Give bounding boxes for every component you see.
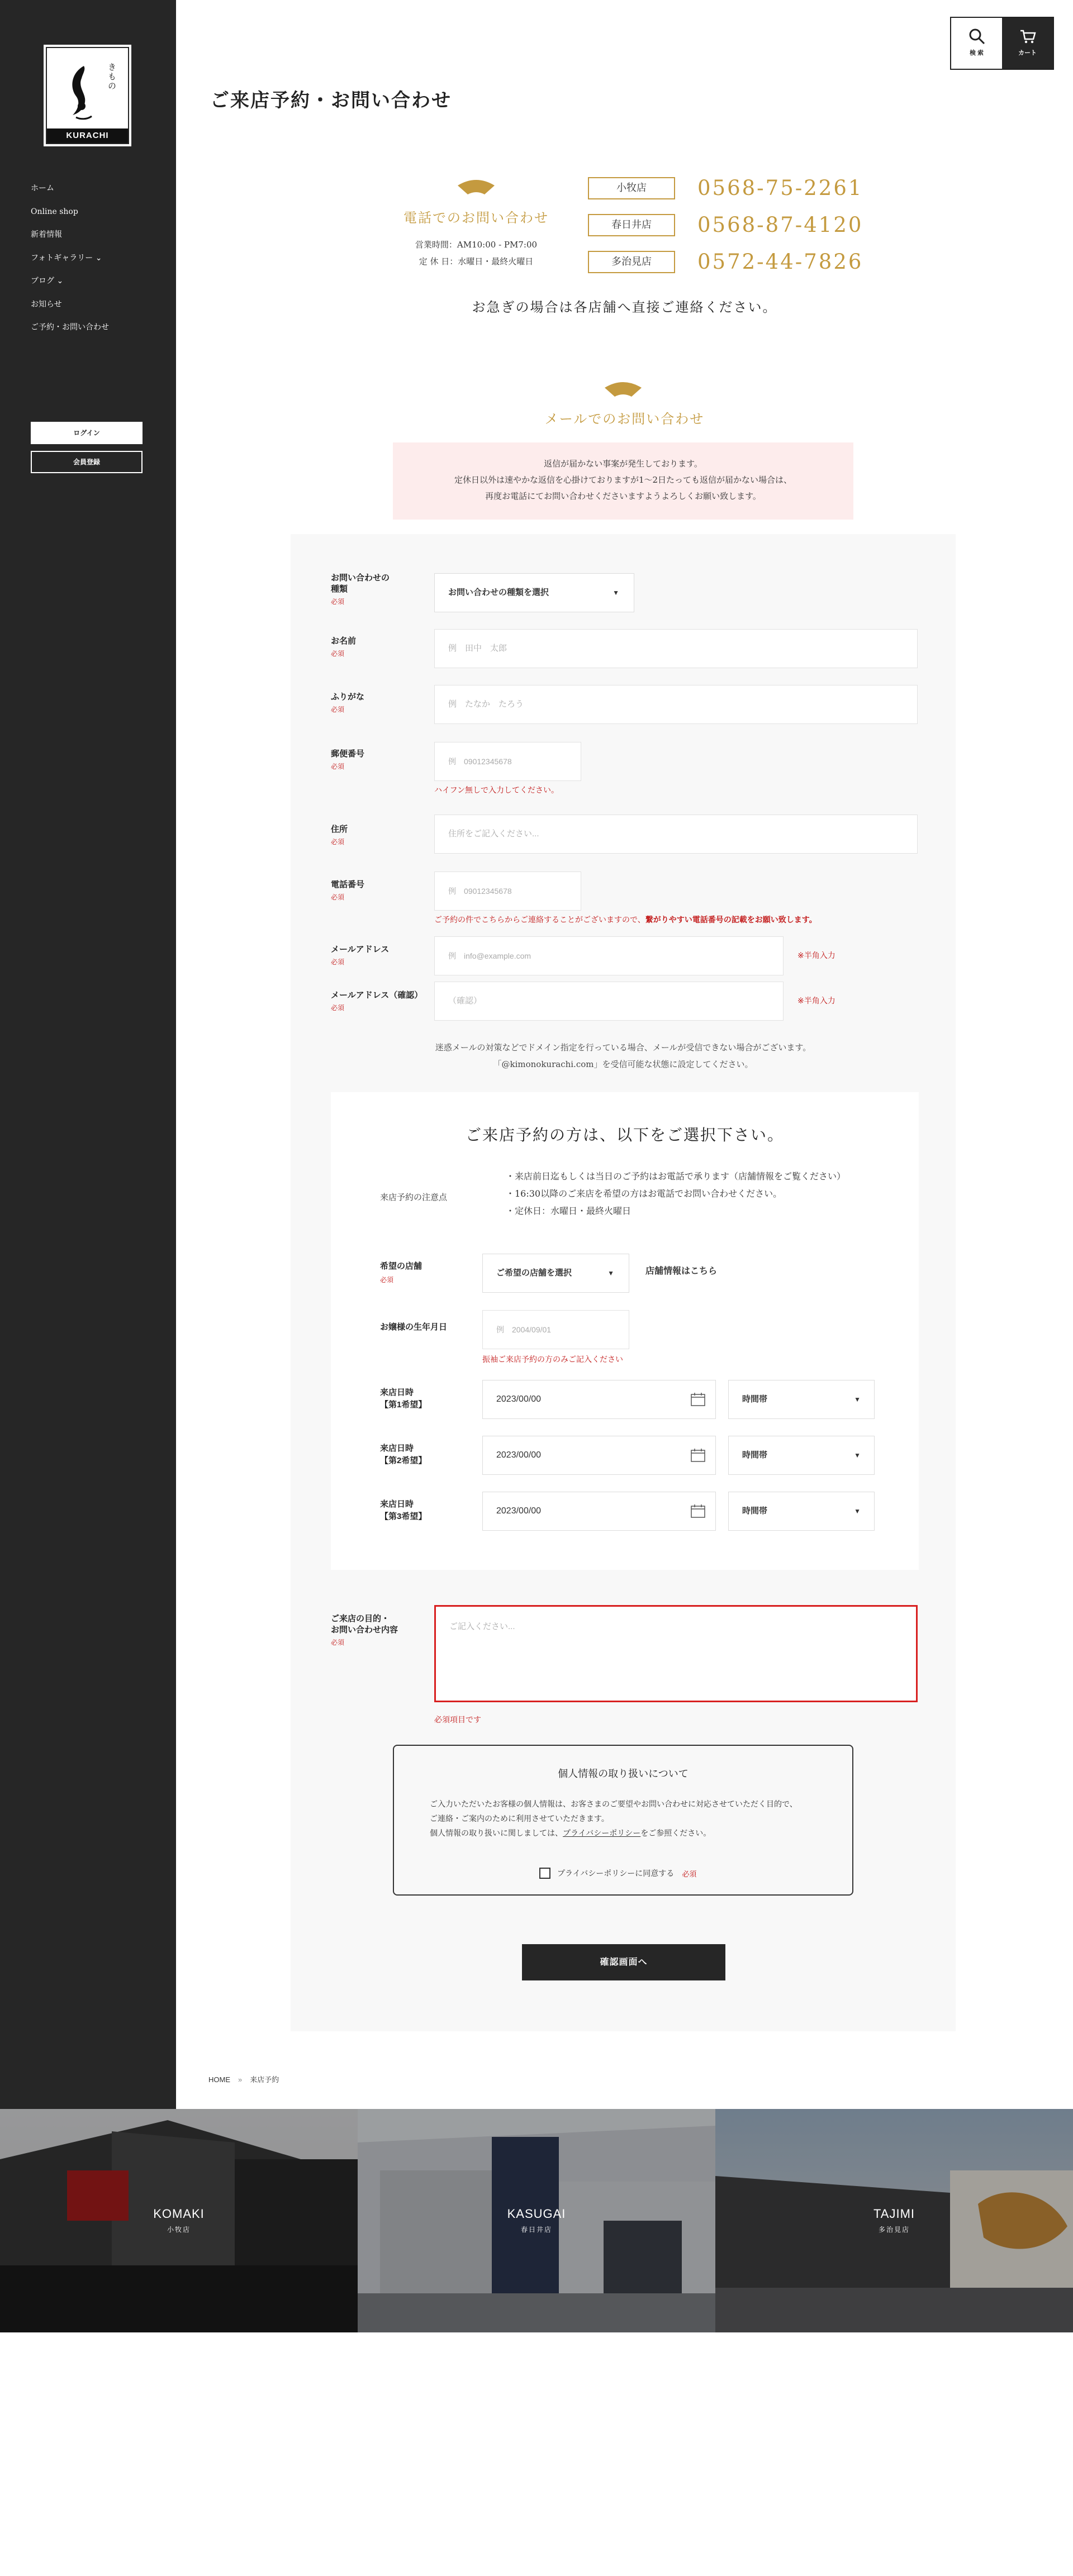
kimono-figure-icon [61,61,101,123]
store-name: 多治見店 [588,251,675,273]
required-badge: 必須 [331,763,345,770]
caret-down-icon: ▼ [613,589,619,597]
birthday-input[interactable]: 例 2004/09/01 [482,1310,629,1349]
date-value: 2023/00/00 [496,1450,542,1460]
register-button[interactable]: 会員登録 [31,451,143,473]
visit-time-select[interactable] [728,1492,875,1531]
select-value: 時間帯 [742,1506,768,1516]
search-label: 検 索 [969,50,984,56]
notice-line: 定休日以外は速やかな返信を心掛けておりますが1〜2日たっても返信が届かない場合は、 [454,475,792,485]
label-text: お名前 [331,636,357,646]
store-name: 春日井店 [588,214,675,236]
label-text: 来店日時 [380,1499,414,1509]
visit-time-select[interactable] [728,1436,875,1475]
address-label [331,824,348,847]
privacy-box [393,1745,853,1896]
nav-item-news[interactable]: 新着情報 [31,230,62,239]
label-text: 【第3希望】 [380,1512,427,1521]
visit-date-input[interactable] [482,1380,716,1419]
brand-logo[interactable] [44,45,131,146]
nav-item-notices[interactable]: お知らせ [31,299,62,309]
label-text: 【第2希望】 [380,1456,427,1465]
date-value: 2023/00/00 [496,1506,542,1516]
sidebar [0,0,176,2109]
search-button[interactable] [951,18,1002,69]
select-value: お問い合わせの種類を選択 [448,588,549,597]
label-text: 電話番号 [331,880,365,889]
mail-heading: メールでのお問い合わせ [544,411,705,427]
label-text: お問い合わせ内容 [331,1625,398,1635]
inquiry-type-select[interactable] [434,573,634,612]
calendar-icon[interactable] [691,1449,705,1462]
confirm-button[interactable]: 確認画面へ [522,1944,725,1980]
name-label [331,636,356,659]
inquiry-type-label [331,573,390,607]
select-value: 時間帯 [742,1450,768,1460]
side-navigation [31,182,109,344]
purpose-label [331,1613,398,1648]
store-phone-number[interactable]: 0572-44-7826 [697,250,863,274]
breadcrumb-separator: » [238,2075,243,2084]
note-line: 「@kimonokurachi.com」を受信可能な状態に設定してください。 [493,1059,753,1069]
store-select-label [380,1260,422,1286]
label-text: 来店日時 [380,1388,414,1397]
store-phone-row [588,250,863,274]
business-hours [397,236,556,270]
visit-date-input[interactable] [482,1492,716,1531]
logo-kana: きもの [107,63,117,91]
hint-emphasis: 繋がりやすい電話番号の記載をお願い致します。 [645,916,817,925]
postal-input[interactable]: 例 09012345678 [434,742,581,781]
privacy-title: 個人情報の取り扱いについて [558,1768,689,1780]
reply-notice [393,442,853,520]
nav-item-home[interactable]: ホーム [31,184,54,193]
required-badge: 必須 [331,1004,345,1012]
store-phone-number[interactable]: 0568-75-2261 [697,176,863,200]
store-banner-komaki[interactable] [0,2109,358,2332]
required-badge: 必須 [331,958,345,966]
furigana-input[interactable]: 例 たなか たろう [434,685,918,724]
email-confirm-input[interactable]: （確認） [434,982,784,1021]
privacy-agree[interactable] [539,1868,696,1879]
label-text: お問い合わせの [331,573,390,583]
address-input[interactable]: 住所をご記入ください... [434,815,918,854]
store-name: 小牧店 [588,177,675,199]
caret-down-icon: ▼ [854,1451,861,1459]
hours-text: 営業時間：AM10:00 - PM7:00 [415,240,538,250]
store-phone-number[interactable]: 0568-87-4120 [697,213,863,237]
email-label [331,944,389,968]
required-badge: 必須 [380,1276,394,1284]
label-text: ご来店の目的・ [331,1614,390,1623]
calendar-icon[interactable] [691,1504,705,1518]
fan-ornament-icon [604,380,643,399]
email-halfwidth-note: ※半角入力 [797,951,835,960]
required-badge: 必須 [331,650,345,658]
agree-checkbox[interactable] [539,1868,550,1879]
label-text: メールアドレス（確認） [331,991,423,1000]
select-value: 時間帯 [742,1394,768,1404]
spam-filter-note [291,1039,956,1073]
required-badge: 必須 [331,838,345,846]
nav-item-photo-gallery[interactable]: フォトギャラリー ⌄ [31,253,102,263]
store-banner-name: KASUGAI [507,2207,566,2221]
login-button[interactable]: ログイン [31,422,143,444]
birthday-label: お嬢様の生年月日 [380,1322,448,1332]
phone-heading: 電話でのお問い合わせ [403,210,549,226]
list-item: ・16:30以降のご来店を希望の方はお電話でお問い合わせください。 [506,1188,782,1199]
label-text: 希望の店舗 [380,1261,422,1271]
store-banner-sub: 小牧店 [167,2226,191,2234]
breadcrumb-home[interactable]: HOME [208,2075,230,2084]
privacy-line: ご連絡・ご案内のために利用させていただきます。 [430,1815,609,1823]
notice-line: 再度お電話にてお問い合わせくださいますようよろしくお願い致します。 [485,491,761,501]
cart-button[interactable] [1002,18,1053,69]
hint-text: ご予約の件でこちらからご連絡することがございますので、 [434,916,645,925]
caret-down-icon: ▼ [854,1396,861,1403]
visit-notes-list [506,1168,846,1220]
visit-date-input[interactable] [482,1436,716,1475]
label-text: メールアドレス [331,945,390,954]
breadcrumb-current: 来店予約 [250,2075,279,2084]
privacy-line [430,1826,852,1841]
calendar-icon[interactable] [691,1393,705,1406]
list-item: ・来店前日迄もしくは当日のご予約はお電話で承ります（店舗情報をご覧ください） [506,1171,846,1182]
phone-input[interactable]: 例 09012345678 [434,872,581,911]
label-text: 郵便番号 [331,749,365,759]
email-confirm-halfwidth-note: ※半角入力 [797,997,835,1006]
store-banner-name: TAJIMI [873,2207,915,2221]
required-badge: 必須 [331,893,345,901]
visit-date-label [380,1387,426,1411]
privacy-line: ご入力いただいたお客様の個人情報は、お客さまのご要望やお問い合わせに対応させていただく目的で、 [430,1800,797,1809]
phone-label [331,879,364,903]
birthday-hint: 振袖ご来店予約の方のみご記入ください [482,1355,623,1364]
privacy-text-part: 個人情報の取り扱いに関しましては、 [430,1829,563,1838]
holiday-text: 定 休 日：水曜日・最終火曜日 [419,256,534,266]
nav-item-online-shop[interactable]: Online shop [31,207,78,216]
caret-down-icon: ▼ [854,1507,861,1515]
required-badge: 必須 [331,706,345,713]
label-text: 来店日時 [380,1444,414,1453]
label-text: 住所 [331,825,348,834]
nav-item-blog[interactable]: ブログ ⌄ [31,277,64,285]
store-banner-sub: 多治見店 [878,2226,910,2234]
email-confirm-label [331,990,422,1013]
list-item: ・定休日：水曜日・最終火曜日 [506,1206,632,1216]
date-value: 2023/00/00 [496,1394,542,1404]
logo-name: KURACHI [47,128,128,143]
notice-line: 返信が届かない事案が発生しております。 [544,459,702,469]
visit-date-label [380,1442,426,1467]
visit-notes-label: 来店予約の注意点 [380,1192,448,1202]
required-badge: 必須 [331,1639,345,1646]
purpose-error: 必須項目です [434,1716,481,1725]
label-text: 種類 [331,584,348,594]
header-actions [950,17,1054,70]
store-banner-sub: 春日井店 [520,2226,552,2234]
page-title: ご来店予約・お問い合わせ [210,89,452,112]
breadcrumb [208,2074,279,2084]
select-value: ご希望の店舗を選択 [496,1268,572,1278]
store-banner-tajimi[interactable] [715,2109,1073,2332]
cart-icon [1019,28,1036,45]
store-info-link[interactable]: 店舗情報はこちら [645,1266,718,1276]
store-banner-name: KOMAKI [153,2207,205,2221]
store-phone-row [588,213,863,237]
postal-hint: ハイフン無しで入力してください。 [434,786,559,795]
store-phone-row [588,176,863,200]
urgent-contact-note: お急ぎの場合は各店舗へ直接ご連絡ください。 [472,299,777,315]
required-badge: 必須 [682,1870,697,1879]
label-text: 【第1希望】 [380,1400,427,1410]
privacy-policy-link[interactable]: プライバシーポリシー [563,1829,641,1838]
visit-date-label [380,1498,426,1523]
phone-hint [434,914,817,925]
search-icon [968,28,985,45]
nav-item-reservation[interactable]: ご予約・お問い合わせ [31,323,109,332]
fan-ornament-icon [457,178,496,197]
privacy-text-part: をご参照ください。 [640,1829,711,1838]
agree-label: プライバシーポリシーに同意する [557,1869,675,1878]
visit-title: ご来店予約の方は、以下をご選択下さい。 [465,1126,784,1144]
label-text: ふりがな [331,692,365,702]
email-input[interactable]: 例 info@example.com [434,936,784,975]
purpose-textarea[interactable]: ご記入ください... [434,1605,918,1702]
cart-label: カート [1018,50,1037,56]
visit-time-select[interactable] [728,1380,875,1419]
store-banner-kasugai[interactable] [358,2109,715,2332]
required-badge: 必須 [331,598,345,606]
store-select[interactable] [482,1254,629,1293]
note-line: 迷惑メールの対策などでドメイン指定を行っている場合、メールが受信できない場合がございます。 [435,1042,811,1053]
name-input[interactable]: 例 田中 太郎 [434,629,918,668]
postal-label [331,749,364,772]
privacy-text [430,1797,852,1841]
caret-down-icon: ▼ [607,1269,614,1277]
furigana-label [331,692,364,715]
